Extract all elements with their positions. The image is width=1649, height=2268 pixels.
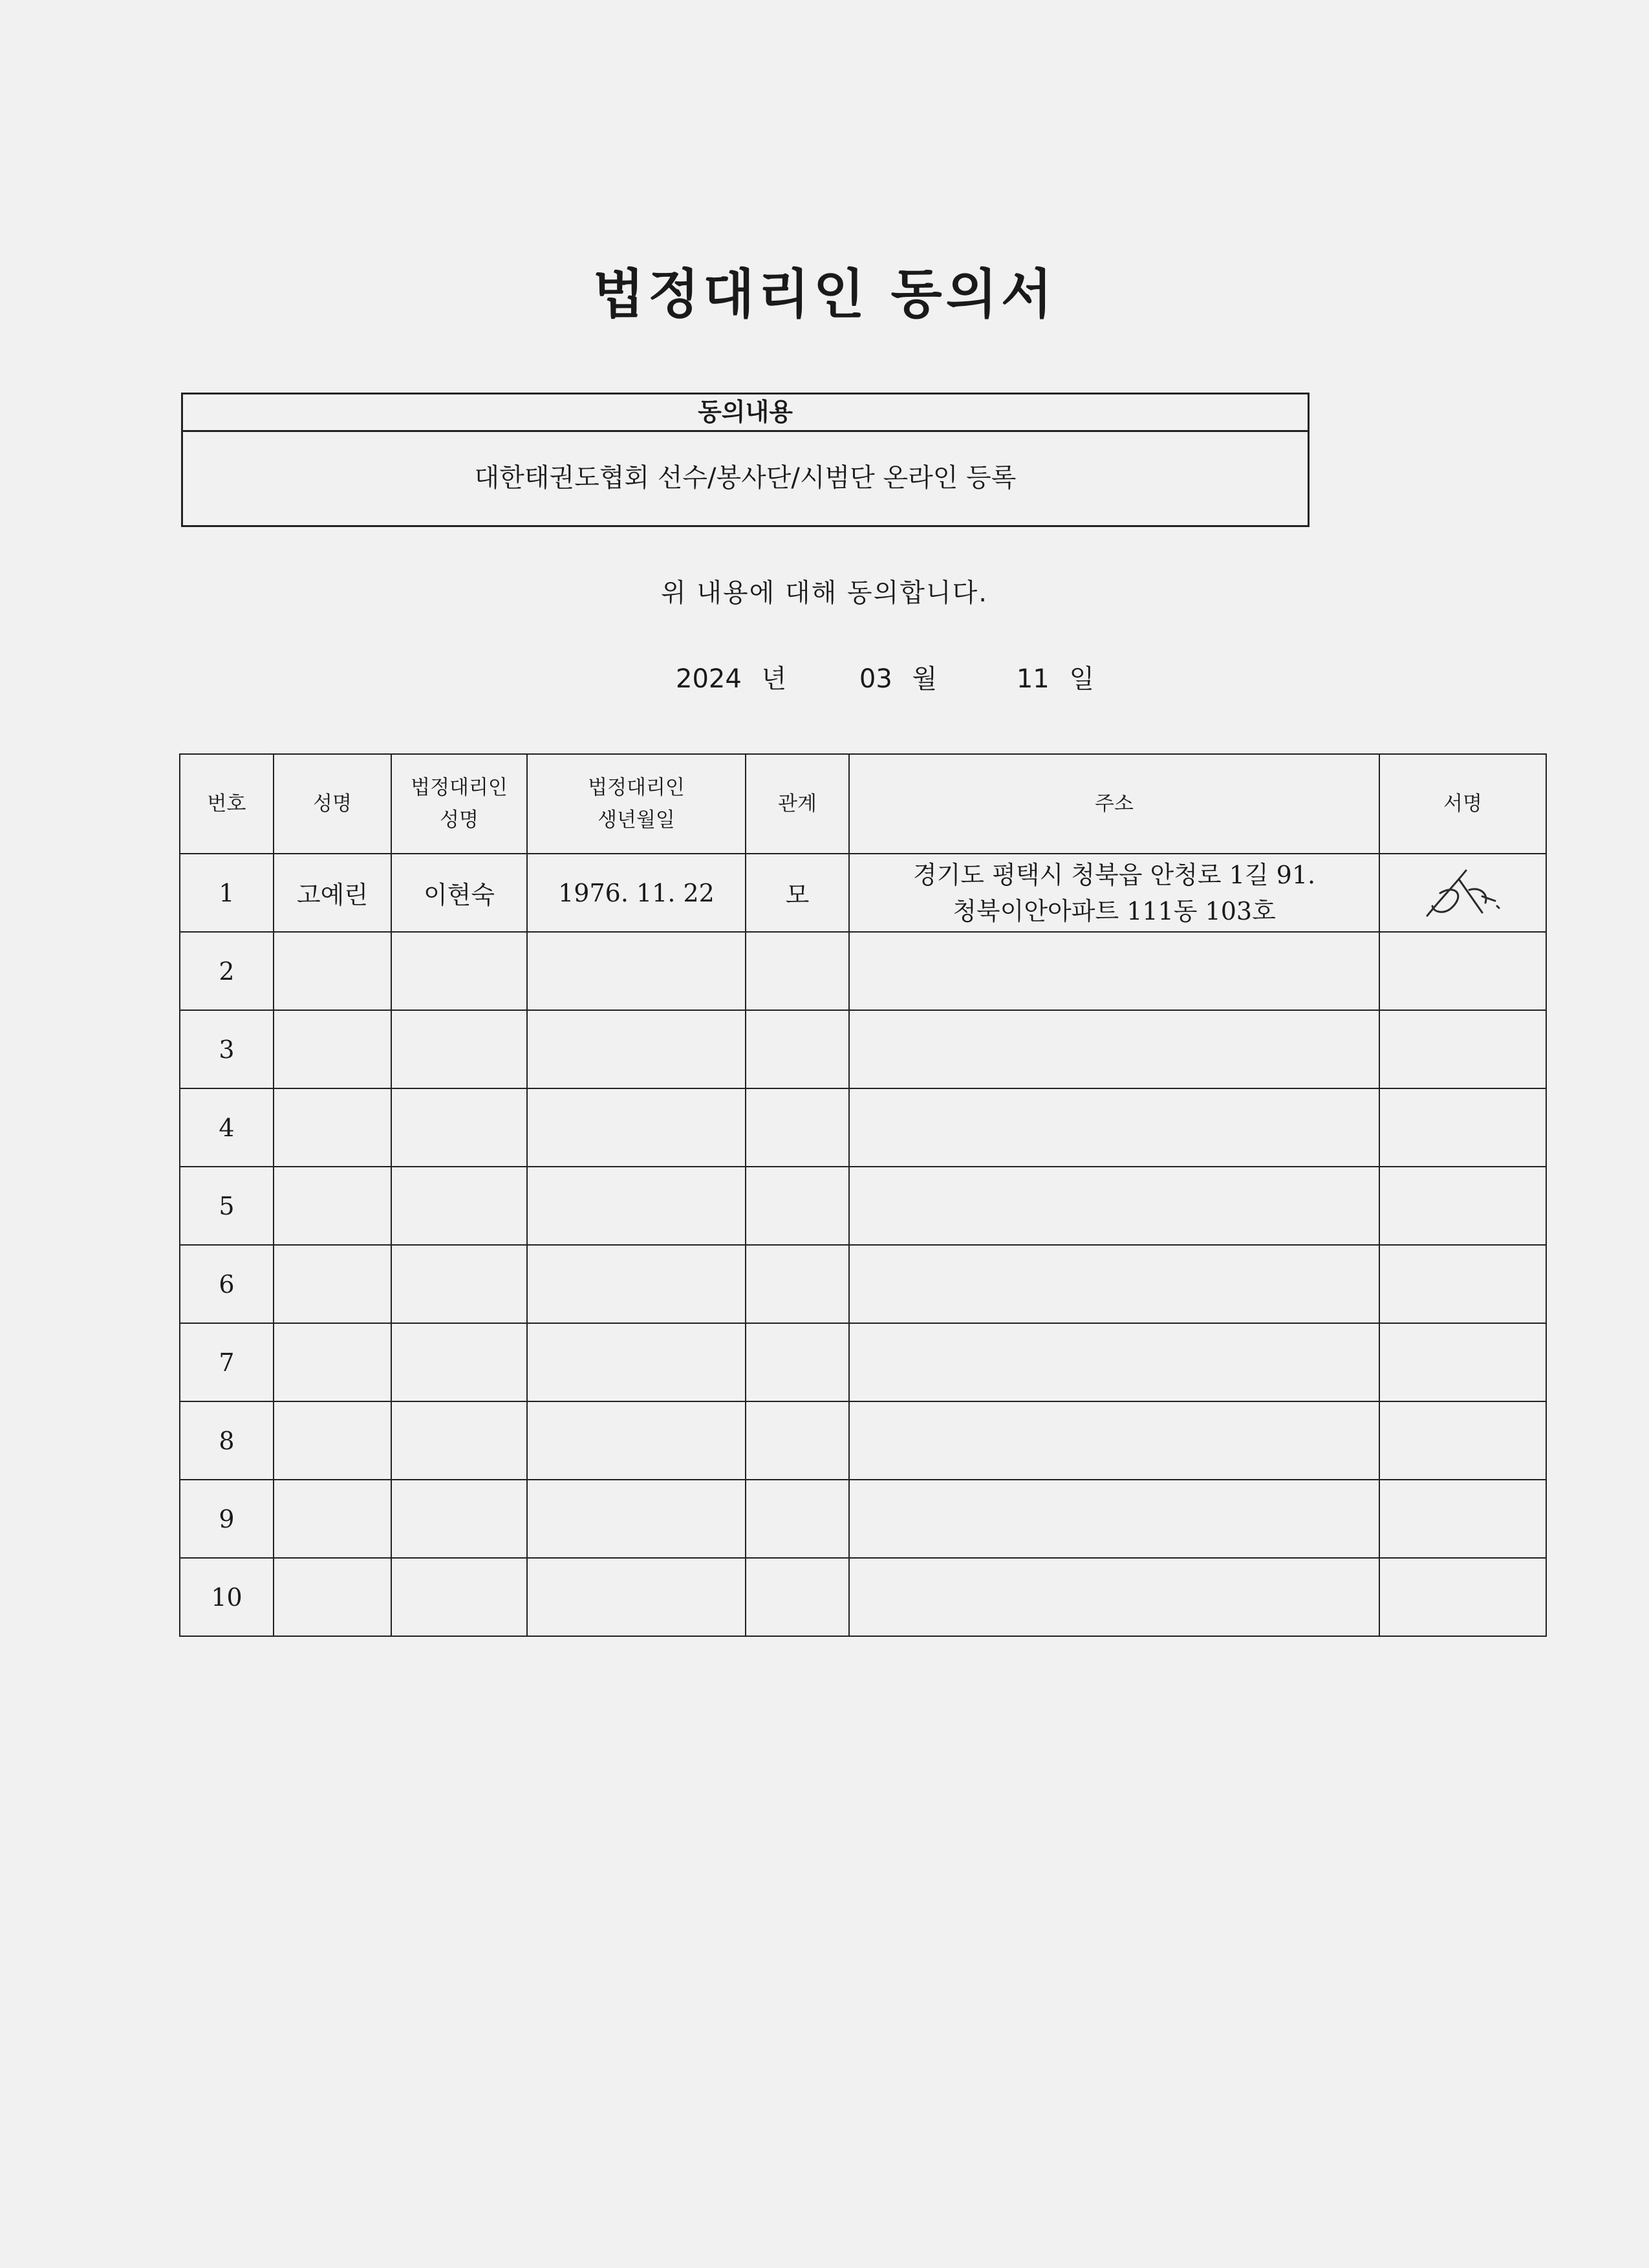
consent-header: 동의내용 [183,394,1308,432]
date-year-unit: 년 [761,664,787,694]
date-month-unit: 월 [912,664,938,694]
table-header-row [180,754,1546,854]
col-header-guardian-birthdate: 법정대리인 생년월일 [527,754,746,854]
row-number: 2 [180,932,274,1010]
table-row [180,1010,1546,1088]
guardian-name: 이현숙 [391,854,527,932]
consent-content-box [181,393,1310,527]
date-day: 11 [1016,664,1050,694]
address [849,854,1379,932]
date-month: 03 [859,664,892,694]
table-row [180,1167,1546,1245]
col-header-signature: 서명 [1379,754,1546,854]
guardian-roster-table [179,753,1547,1637]
row-number: 8 [180,1401,274,1480]
table-row [180,932,1546,1010]
row-number: 10 [180,1558,274,1636]
address-line-2: 청북이안아파트 111동 103호 [953,896,1276,925]
col-header-name: 성명 [274,754,391,854]
address-line-1: 경기도 평택시 청북읍 안청로 1길 91. [912,860,1316,889]
date-day-unit: 일 [1069,664,1095,694]
table-row [180,1480,1546,1558]
date-year: 2024 [676,664,742,694]
relation: 모 [746,854,849,932]
signature-cell [1379,854,1546,932]
guardian-birthdate: 1976. 11. 22 [527,854,746,932]
row-number: 9 [180,1480,274,1558]
col-header-number: 번호 [180,754,274,854]
signing-date [676,658,1094,695]
table-row [180,1245,1546,1323]
table-row [180,1323,1546,1401]
row-number: 7 [180,1323,274,1401]
col-header-guardian-name: 법정대리인 성명 [391,754,527,854]
col-header-relation: 관계 [746,754,849,854]
table-row [180,854,1546,932]
document-title: 법정대리인 동의서 [592,264,1057,325]
row-number: 1 [180,854,274,932]
row-number: 4 [180,1088,274,1167]
consent-text: 대한태권도협회 선수/봉사단/시범단 온라인 등록 [474,463,1017,493]
handwritten-signature [1421,861,1505,925]
col-header-address: 주소 [849,754,1379,854]
table-row [180,1088,1546,1167]
agreement-statement: 위 내용에 대해 동의합니다. [661,578,988,608]
table-row [180,1401,1546,1480]
table-row [180,1558,1546,1636]
row-number: 3 [180,1010,274,1088]
student-name: 고예린 [274,854,391,932]
row-number: 6 [180,1245,274,1323]
row-number: 5 [180,1167,274,1245]
